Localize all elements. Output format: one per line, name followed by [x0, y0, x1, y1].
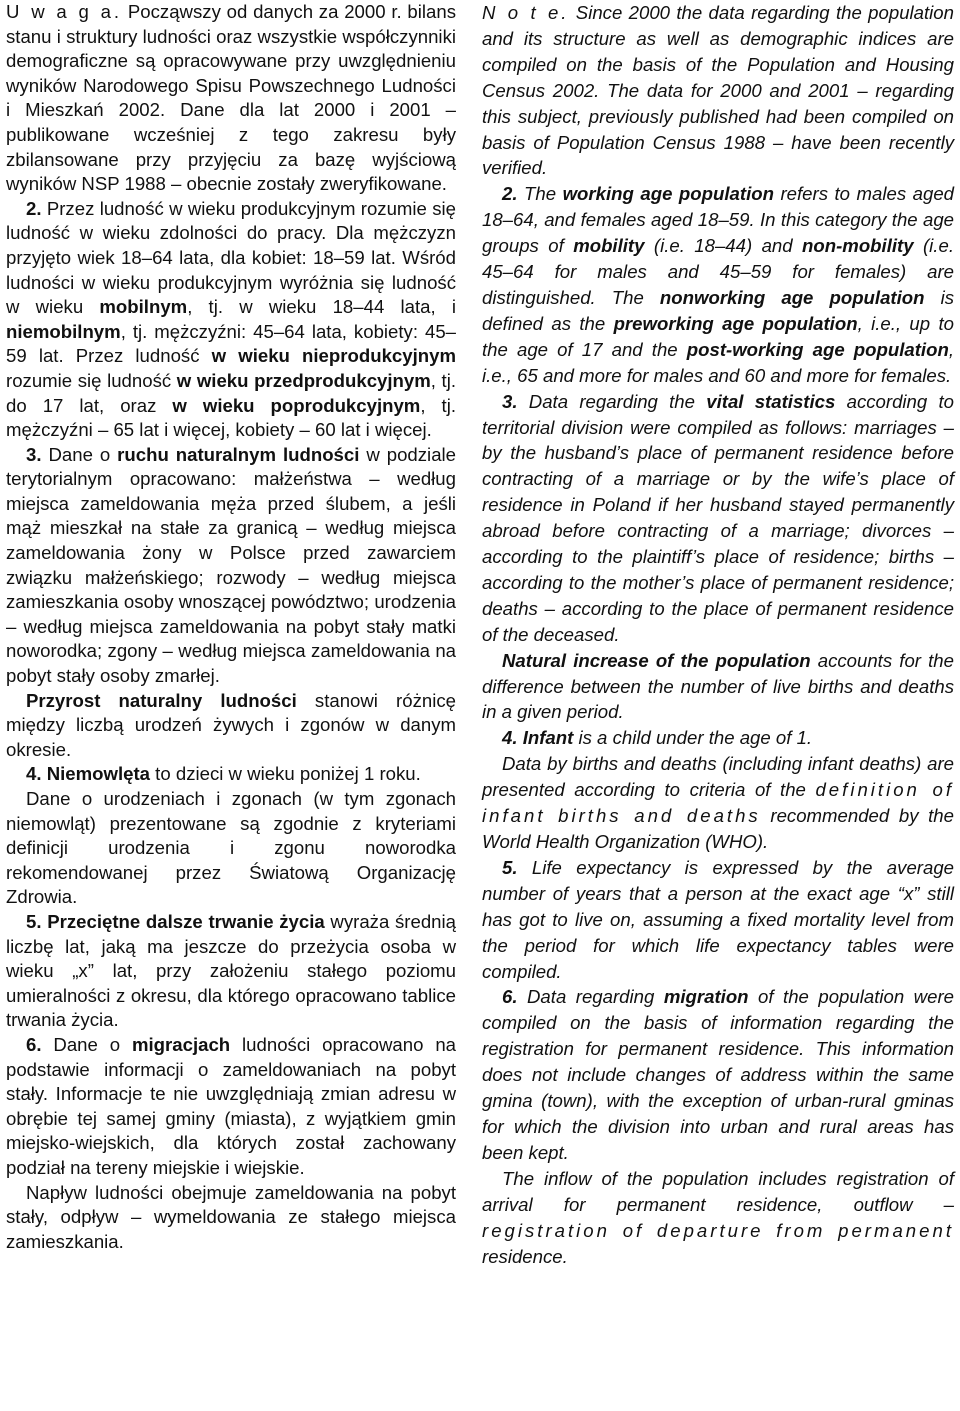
pl-migration-paragraph: 6. Dane o migracjach ludności opracowano na podstawie informacji o zameldowaniach na pobyt stały. Informacje te nie uwzględniają zmian adresu w obrębie tej samej gminy (miasta), z wyjątkiem gmin miejsko-wiejskich, dla których został zachowany podział na tereny miejskie i wiejskie.: [6, 1033, 457, 1178]
en-migration-paragraph: 6. Data regarding migration of the population were compiled on the basis of information regarding the registration for permanent residence. This information does not include changes of address within the same gmina (town), with the exception of urban-rural gminas for which the division into urban and rural areas has been kept.: [482, 986, 954, 1163]
english-column: [482, 0, 954, 1269]
en-note-paragraph: N o t e. Since 2000 the data regarding the population and its structure as well as demographic indices are compiled on the basis of the Population and Housing Census 2002. The data for 2000 and 2001 – regarding this subject, previously published had been compiled on basis of Population Census 1988 – have been recently verified.: [482, 2, 954, 179]
pl-births-deaths-paragraph: Dane o urodzeniach i zgonach (w tym zgonach niemowląt) prezentowane są zgodnie z kryteriami definicji urodzenia i zgonu noworodka rekomendowanej przez Światową Organizację Zdrowia.: [6, 788, 456, 908]
en-life-expectancy-paragraph: 5. Life expectancy is expressed by the average number of years that a person at the exact age “x” still has got to live on, assuming a fixed mortality level from the period for which life expectancy tables were compiled.: [482, 856, 954, 982]
en-working-age-paragraph: 2. The working age population refers to males aged 18–64, and females aged 18–59. In this category the age groups of mobility (i.e. 18–44) and non-mobility (i.e. 45–64 for males and 45–59 for females) are distinguished. The nonworking age population is defined as the preworking age population, i.e., up to the age of 17 and the post-working age population, i.e., 65 and more for males and 60 and more for females.: [482, 183, 955, 386]
pl-inflow-paragraph: Napływ ludności obejmuje zameldowania na pobyt stały, odpływ – wymeldowania ze stałego miejsca zamieszkania.: [6, 1181, 456, 1252]
pl-life-expectancy-paragraph: 5. Przeciętne dalsze trwanie życia wyraża średnią liczbę lat, jaką ma jeszcze do przeżycia osoba w wieku „x” lat, przy założeniu stałego poziomu umieralności z okresu, dla którego opracowano tablice trwania życia.: [6, 910, 456, 1031]
pl-note-paragraph: U w a g a. Począwszy od danych za 2000 r. bilans stanu i struktury ludności oraz wszystkie współczynniki demograficzne są opracowywane przy uwzględnieniu wyników Narodowego Spisu Powszechnego Ludności i Mieszkań 2002. Dane dla lat 2000 i 2001 – publikowane wcześniej z tego zakresu były zbilansowane przy przyjęciu za bazę wyjściową wyników NSP 1988 – obecnie zostały zweryfikowane.: [6, 1, 456, 195]
en-inflow-paragraph: The inflow of the population includes registration of arrival for permanent residence, outflow – registration of departure from permanent residence.: [482, 1167, 954, 1267]
en-infant-paragraph: 4. Infant is a child under the age of 1.: [502, 727, 813, 749]
pl-infants-paragraph: 4. Niemowlęta to dzieci w wieku poniżej 1 roku.: [26, 763, 421, 785]
pl-note-label: U w a g a.: [6, 1, 123, 22]
en-vital-statistics-paragraph: 3. Data regarding the vital statistics according to territorial division were compiled as follows: marriages – by the husband’s place of permanent residence before contracting of a marriage or by the wife’s place of residence in Poland if her husband stayed permanently abroad before contracting of a marriage; divorces – according to the plaintiff’s place of residence; births – according to the mother’s place of permanent residence; deaths – according to the place of permanent residence of the deceased.: [482, 390, 954, 645]
en-natural-increase-paragraph: Natural increase of the population accounts for the difference between the number of live births and deaths in a given period.: [482, 649, 954, 723]
en-births-deaths-paragraph: Data by births and deaths (including infant deaths) are presented according to criteria of the definition of infant births and deaths recommended by the World Health Organization (WHO).: [482, 753, 954, 852]
pl-vital-statistics-paragraph: 3. Dane o ruchu naturalnym ludności w podziale terytorialnym opracowano: małżeństwa – według miejsca zameldowania męża przed ślubem, a jeśli mąż mieszkał na stałe za granicą – według miejsca zameldowania żony w Polsce przed zawarciem związku małżeńskiego; rozwody – według miejsca zamieszkania osoby wnoszącej powództwo; urodzenia – według miejsca zameldowania na pobyt stały matki noworodka; zgony – według miejsca zameldowania na pobyt stały osoby zmarłej.: [6, 443, 457, 687]
polish-column: [6, 0, 456, 1254]
pl-natural-increase-paragraph: Przyrost naturalny ludności stanowi różnicę między liczbą urodzeń żywych i zgonów w danym okresie.: [6, 689, 456, 760]
en-note-label: N o t e.: [482, 2, 570, 23]
pl-working-age-paragraph: 2. Przez ludność w wieku produkcyjnym rozumie się ludność w wieku zdolności do pracy. Dla mężczyzn przyjęto wiek 18–64 lata, dla kobiet: 18–59 lat. Wśród ludności w wieku produkcyjnym wyróżnia się ludność w wieku mobilnym, tj. w wieku 18–44 lata, i niemobilnym, tj. mężczyźni: 45–64 lata, kobiety: 45–59 lat. Przez ludność w wieku nieprodukcyjnym rozumie się ludność w wieku przedprodukcyjnym, tj. do 17 lat, oraz w wieku poprodukcyjnym, tj. mężczyźni – 65 lat i więcej, kobiety – 60 lat i więcej.: [6, 197, 457, 441]
